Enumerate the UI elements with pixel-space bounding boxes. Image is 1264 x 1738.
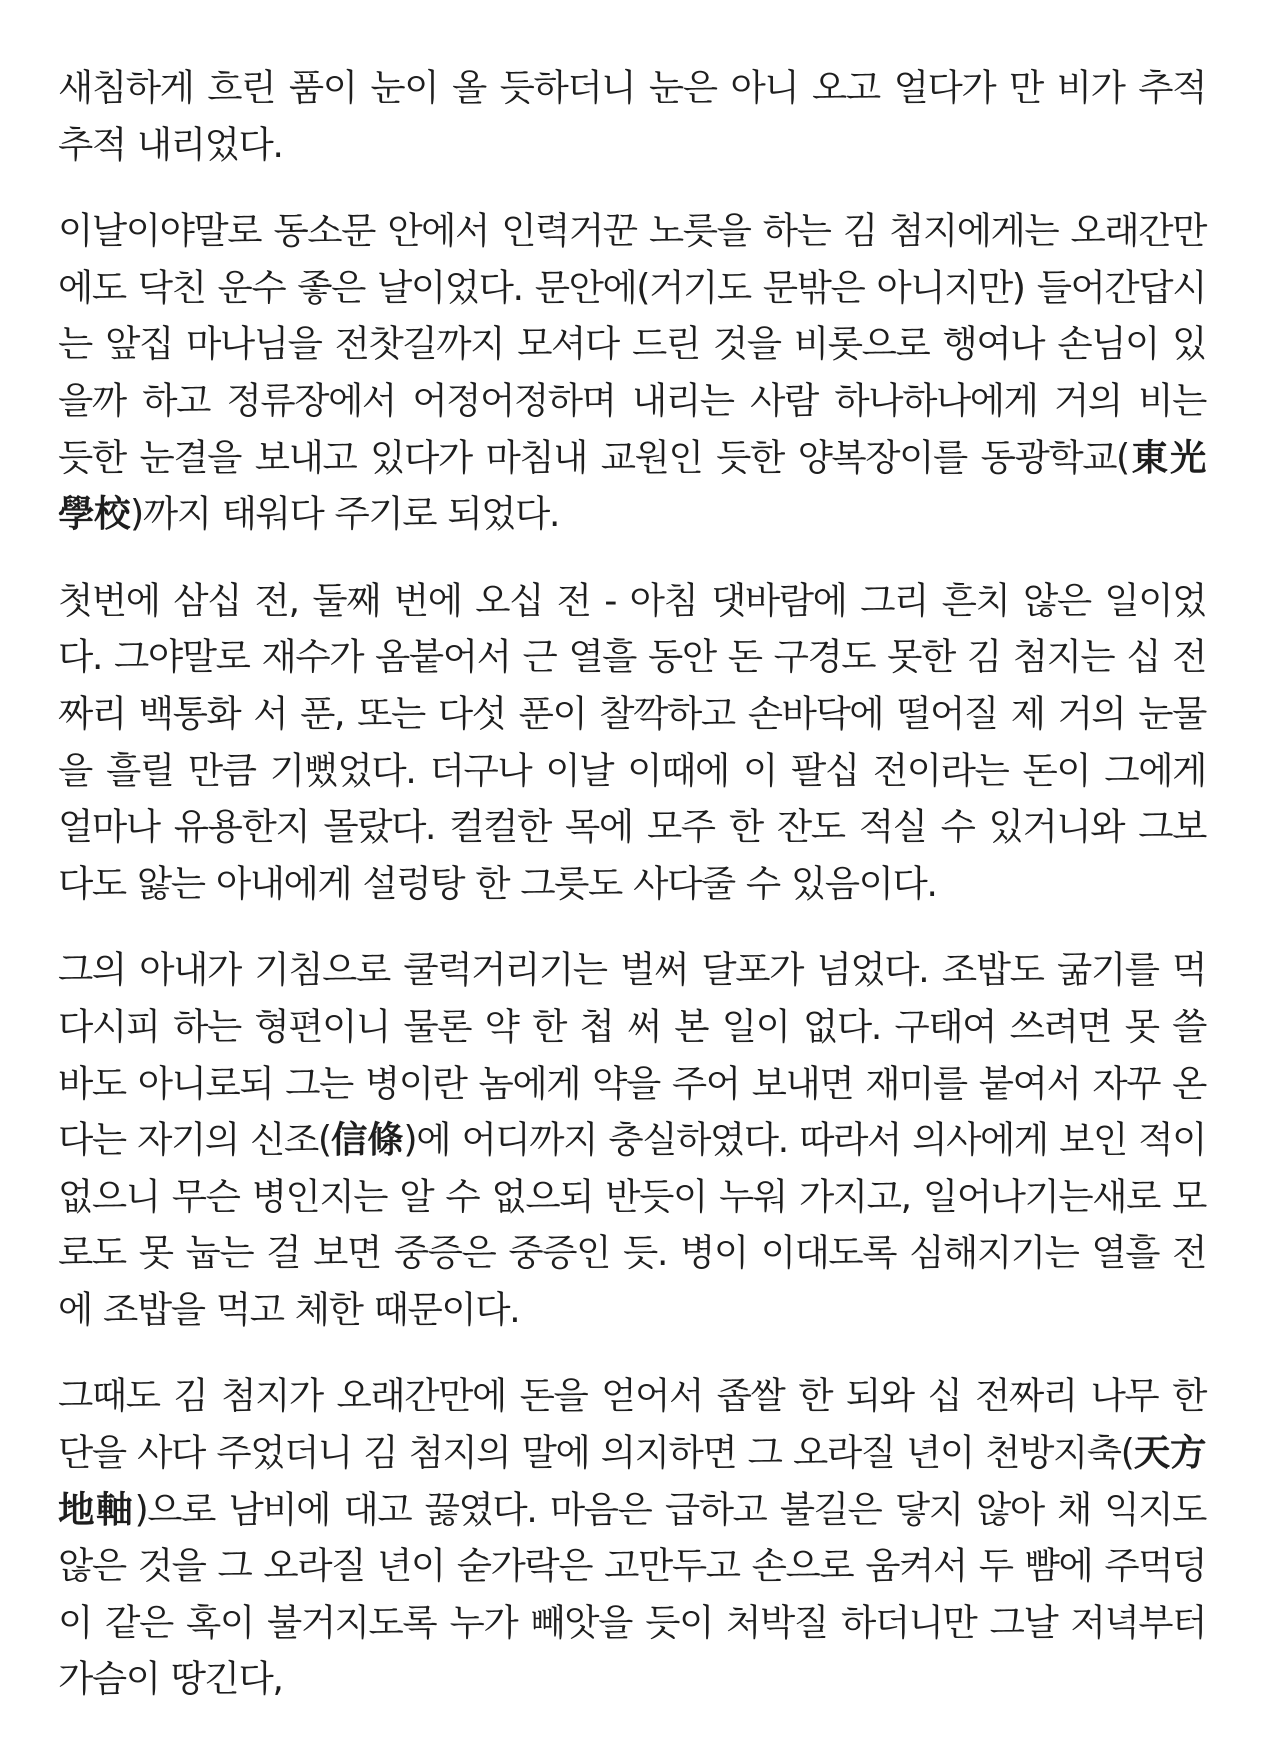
hanja-annotation: 東光學校 xyxy=(58,435,1207,536)
paragraph-text: 새침하게 흐린 품이 눈이 올 듯하더니 눈은 아니 오고 얼다가 만 비가 추적추적 내리었다. xyxy=(58,66,1206,166)
paragraph-text: )까지 태워다 주기로 되었다. xyxy=(130,492,560,536)
paragraph-2 xyxy=(58,203,1206,543)
reading-page xyxy=(58,60,1206,1738)
paragraph-text: 그때도 김 첨지가 오래간만에 돈을 얻어서 좁쌀 한 되와 십 전짜리 나무 한 단을 사다 주었더니 김 첨지의 말에 의지하면 그 오라질 년이 천방지축( xyxy=(58,1374,1206,1475)
paragraph-4 xyxy=(58,942,1206,1338)
paragraph-1 xyxy=(58,60,1206,173)
paragraph-3 xyxy=(58,573,1206,913)
hanja-annotation: 天方地軸 xyxy=(58,1431,1206,1531)
paragraph-text: )에 어디까지 충실하였다. 따라서 의사에게 보인 적이 없으니 무슨 병인지는 알 수 없으되 반듯이 누워 가지고, 일어나기는새로 모로도 못 눕는 걸 보면 중증은 중증인 듯. 병이 이대도록 심해지기는 열흘 전에 조밥을 먹고 체한 때문이다. xyxy=(58,1118,1206,1331)
paragraph-text: 이날이야말로 동소문 안에서 인력거꾼 노릇을 하는 김 첨지에게는 오래간만에도 닥친 운수 좋은 날이었다. 문안에(거기도 문밖은 아니지만) 들어간답시는 앞집 마나님을 전찻길까지 모셔다 드린 것을 비롯으로 행여나 손님이 있을까 하고 정류장에서 어정어정하며 내리는 사람 하나하나에게 거의 비는 듯한 눈결을 보내고 있다가 마침내 교원인 듯한 양복장이를 동광학교( xyxy=(58,209,1206,479)
hanja-annotation: 信條 xyxy=(330,1118,404,1162)
paragraph-5 xyxy=(58,1368,1206,1708)
paragraph-text: 그의 아내가 기침으로 쿨럭거리기는 벌써 달포가 넘었다. 조밥도 굶기를 먹다시피 하는 형편이니 물론 약 한 첩 써 본 일이 없다. 구태여 쓰려면 못 쓸 바도 아니로되 그는 병이란 놈에게 약을 주어 보내면 재미를 붙여서 자꾸 온다는 자기의 신조( xyxy=(58,948,1206,1162)
paragraph-text: )으로 남비에 대고 끓였다. 마음은 급하고 불길은 닿지 않아 채 익지도 않은 것을 그 오라질 년이 숟가락은 고만두고 손으로 움켜서 두 뺨에 주먹덩이 같은 혹이 불거지도록 누가 빼앗을 듯이 처박질 하더니만 그날 저녁부터 가슴이 땅긴다, xyxy=(58,1487,1207,1701)
paragraph-text: 첫번에 삼십 전, 둘째 번에 오십 전 - 아침 댓바람에 그리 흔치 않은 일이었다. 그야말로 재수가 옴붙어서 근 열흘 동안 돈 구경도 못한 김 첨지는 십 전짜리 백통화 서 푼, 또는 다섯 푼이 찰깍하고 손바닥에 떨어질 제 거의 눈물을 흘릴 만큼 기뻤었다. 더구나 이날 이때에 이 팔십 전이라는 돈이 그에게 얼마나 유용한지 몰랐다. 컬컬한 목에 모주 한 잔도 적실 수 있거니와 그보다도 앓는 아내에게 설렁탕 한 그릇도 사다줄 수 있음이다. xyxy=(58,578,1206,905)
